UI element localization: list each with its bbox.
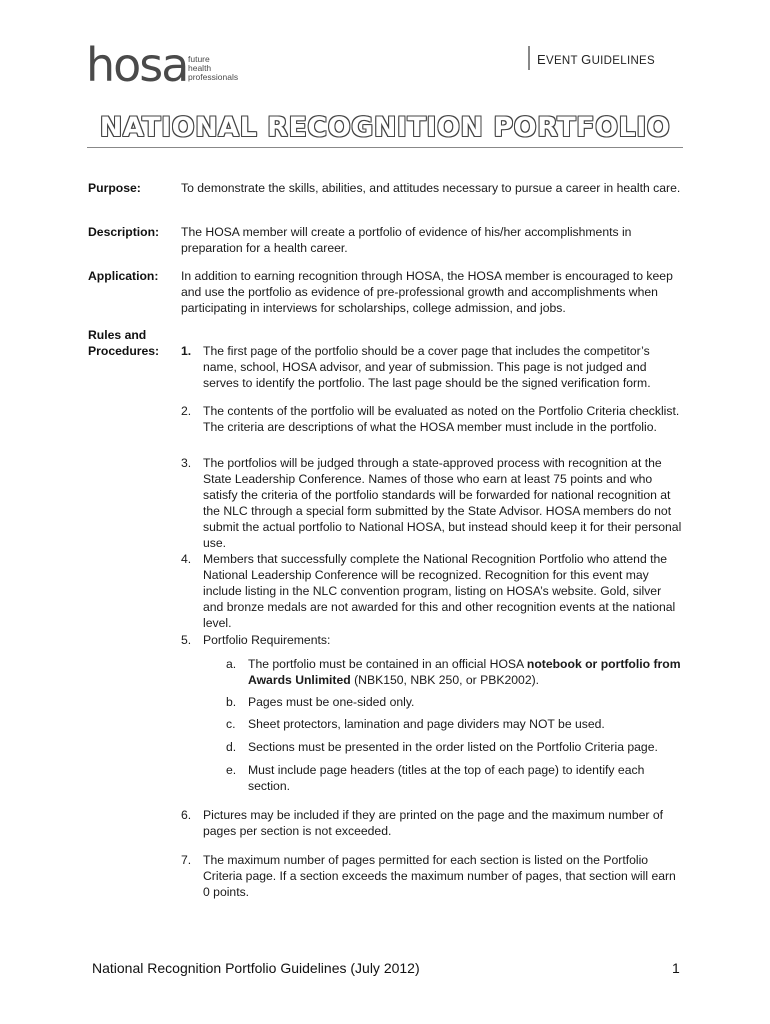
requirement-text: The portfolio must be contained in an official HOSA — [248, 657, 527, 671]
requirement-item: Pages must be one-sided only. — [248, 695, 415, 709]
rule-item: The portfolios will be judged through a state-approved process with recognition at the State Leadership Conference. Names of those who earn at least 75 points and who satisfy the criteria of the portfolio standards will be forwarded for national recognition at the NLC through a special form submitted by the State Advisor. HOSA members do not submit the actual portfolio to National HOSA, but instead should keep it for their personal use. — [203, 456, 682, 550]
requirement-text: (NBK150, NBK 250, or PBK2002). — [350, 673, 540, 687]
section-label-text: UIDELINES — [591, 55, 655, 67]
requirement-letter: e. — [226, 763, 237, 777]
requirement-letter: a. — [226, 657, 237, 671]
hosa-logo — [86, 38, 246, 98]
logo-tagline-line: professionals — [188, 72, 239, 82]
rule-item: The first page of the portfolio should be a cover page that includes the competitor’s name, school, HOSA advisor, and year of submission. This page is not judged and serves to identify the portfolio. The last page should be the signed verification form. — [203, 344, 651, 390]
requirement-emphasis: notebook or portfolio from Awards Unlimited — [248, 657, 681, 687]
section-label — [537, 52, 655, 67]
section-label-cap: E — [537, 52, 546, 67]
description-text: The HOSA member will create a portfolio of evidence of his/her accomplishments in preparation for a health career. — [181, 225, 632, 255]
rule-number: 4. — [181, 552, 192, 566]
application-label: Application: — [88, 269, 159, 283]
footer-text: National Recognition Portfolio Guidelines (July 2012) — [92, 960, 420, 976]
rule-item: Pictures may be included if they are printed on the page and the maximum number of pages per section is not exceeded. — [203, 808, 663, 838]
requirement-item: Sheet protectors, lamination and page dividers may NOT be used. — [248, 717, 605, 731]
section-label-text: VENT — [545, 55, 582, 67]
requirement-letter: b. — [226, 695, 237, 709]
logo-tagline — [188, 55, 238, 82]
logo-tagline-line: future — [188, 54, 210, 64]
rule-number: 7. — [181, 853, 192, 867]
rules-label-line2: Procedures: — [88, 344, 160, 358]
section-label-cap: G — [581, 52, 592, 67]
purpose-text: To demonstrate the skills, abilities, and attitudes necessary to pursue a career in health care. — [181, 181, 681, 195]
rule-item: Members that successfully complete the National Recognition Portfolio who attend the National Leadership Conference will be recognized. Recognition for this event may include listing in the NLC convention program, listing on HOSA’s website. Gold, silver and bronze medals are not awarded for this and other recognition events at the national level. — [203, 552, 676, 630]
rule-number: 3. — [181, 456, 192, 470]
rule-number: 6. — [181, 808, 192, 822]
rule-item: Portfolio Requirements: — [203, 633, 331, 647]
rule-number: 1. — [181, 344, 192, 358]
application-text: In addition to earning recognition through HOSA, the HOSA member is encouraged to keep and use the portfolio as evidence of pre-professional growth and accomplishments when participating in interviews for scholarships, college admission, and jobs. — [181, 269, 673, 315]
page-number: 1 — [672, 960, 680, 976]
header-divider — [528, 46, 530, 70]
rule-number: 2. — [181, 404, 192, 418]
description-label: Description: — [88, 225, 160, 239]
purpose-label: Purpose: — [88, 181, 141, 195]
logo-wordmark: hosa — [86, 38, 188, 92]
page-title: NATIONAL RECOGNITION PORTFOLIO — [99, 112, 671, 143]
rule-item: The contents of the portfolio will be evaluated as noted on the Portfolio Criteria checklist. The criteria are descriptions of what the HOSA member must include in the portfolio. — [203, 404, 680, 434]
requirement-letter: d. — [226, 740, 237, 754]
requirement-item: Sections must be presented in the order listed on the Portfolio Criteria page. — [248, 740, 658, 754]
requirement-item — [248, 656, 683, 688]
rule-item: The maximum number of pages permitted for each section is listed on the Portfolio Criteria page. If a section exceeds the maximum number of pages, that section will earn 0 points. — [203, 853, 676, 899]
logo-tagline-line: health — [188, 63, 212, 73]
title-rule — [87, 147, 683, 148]
requirement-item: Must include page headers (titles at the top of each page) to identify each section. — [248, 763, 645, 793]
requirement-letter: c. — [226, 717, 236, 731]
rules-label-line1: Rules and — [88, 328, 147, 342]
rule-number: 5. — [181, 633, 192, 647]
